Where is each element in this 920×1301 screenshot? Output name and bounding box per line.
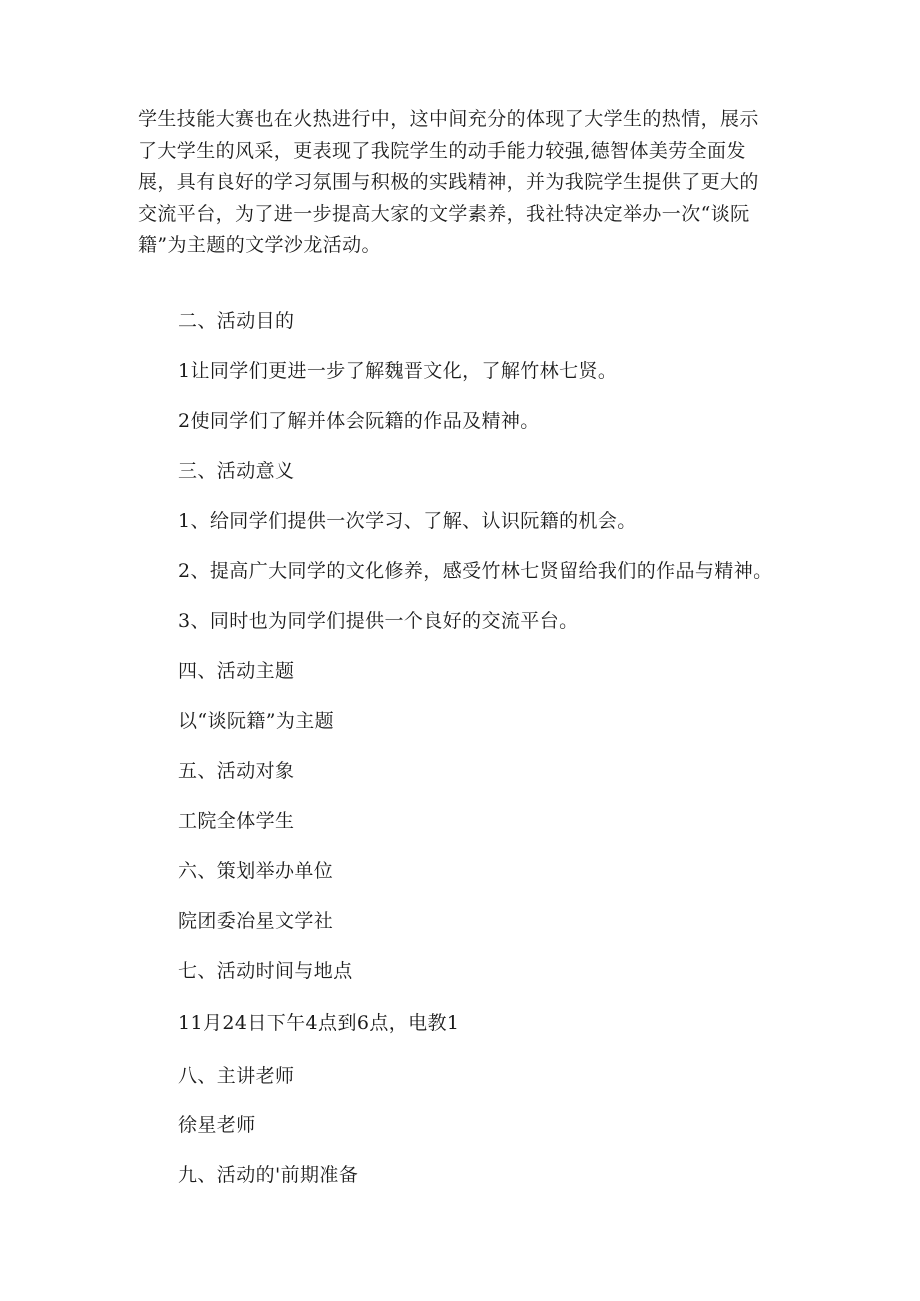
intro-line: 了大学生的风采，更表现了我院学生的动手能力较强,德智体美劳全面发 — [138, 139, 746, 162]
section-heading-organizer: 六、策划举办单位 — [178, 860, 334, 882]
list-item: 3、同时也为同学们提供一个良好的交流平台。 — [178, 610, 579, 632]
list-item: 徐星老师 — [178, 1114, 256, 1136]
list-item: 11月24日下午4点到6点，电教1 — [178, 1012, 460, 1034]
list-item: 1让同学们更进一步了解魏晋文化，了解竹林七贤。 — [178, 360, 618, 382]
section-heading-preparation: 九、活动的'前期准备 — [178, 1164, 359, 1186]
list-item: 以“谈阮籍”为主题 — [178, 710, 335, 732]
list-item: 院团委冶星文学社 — [178, 910, 334, 932]
intro-line: 籍”为主题的文学沙龙活动。 — [138, 234, 381, 256]
list-item: 工院全体学生 — [178, 810, 295, 832]
intro-line: 交流平台，为了进一步提高大家的文学素养，我社特决定举办一次“谈阮 — [138, 202, 750, 225]
section-heading-speaker: 八、主讲老师 — [178, 1065, 295, 1087]
section-heading-theme: 四、活动主题 — [178, 660, 295, 682]
section-heading-purpose: 二、活动目的 — [178, 310, 295, 332]
intro-line: 学生技能大赛也在火热进行中，这中间充分的体现了大学生的热情，展示 — [138, 108, 759, 130]
list-item: 2使同学们了解并体会阮籍的作品及精神。 — [178, 410, 540, 432]
intro-line: 展，具有良好的学习氛围与积极的实践精神，并为我院学生提供了更大的 — [138, 171, 759, 193]
list-item: 2、提高广大同学的文化修养，感受竹林七贤留给我们的作品与精神。 — [178, 560, 773, 582]
intro-paragraph — [138, 104, 798, 262]
section-heading-time-place: 七、活动时间与地点 — [178, 960, 353, 982]
list-item: 1、给同学们提供一次学习、了解、认识阮籍的机会。 — [178, 510, 637, 532]
section-heading-significance: 三、活动意义 — [178, 460, 295, 482]
section-heading-audience: 五、活动对象 — [178, 760, 295, 782]
